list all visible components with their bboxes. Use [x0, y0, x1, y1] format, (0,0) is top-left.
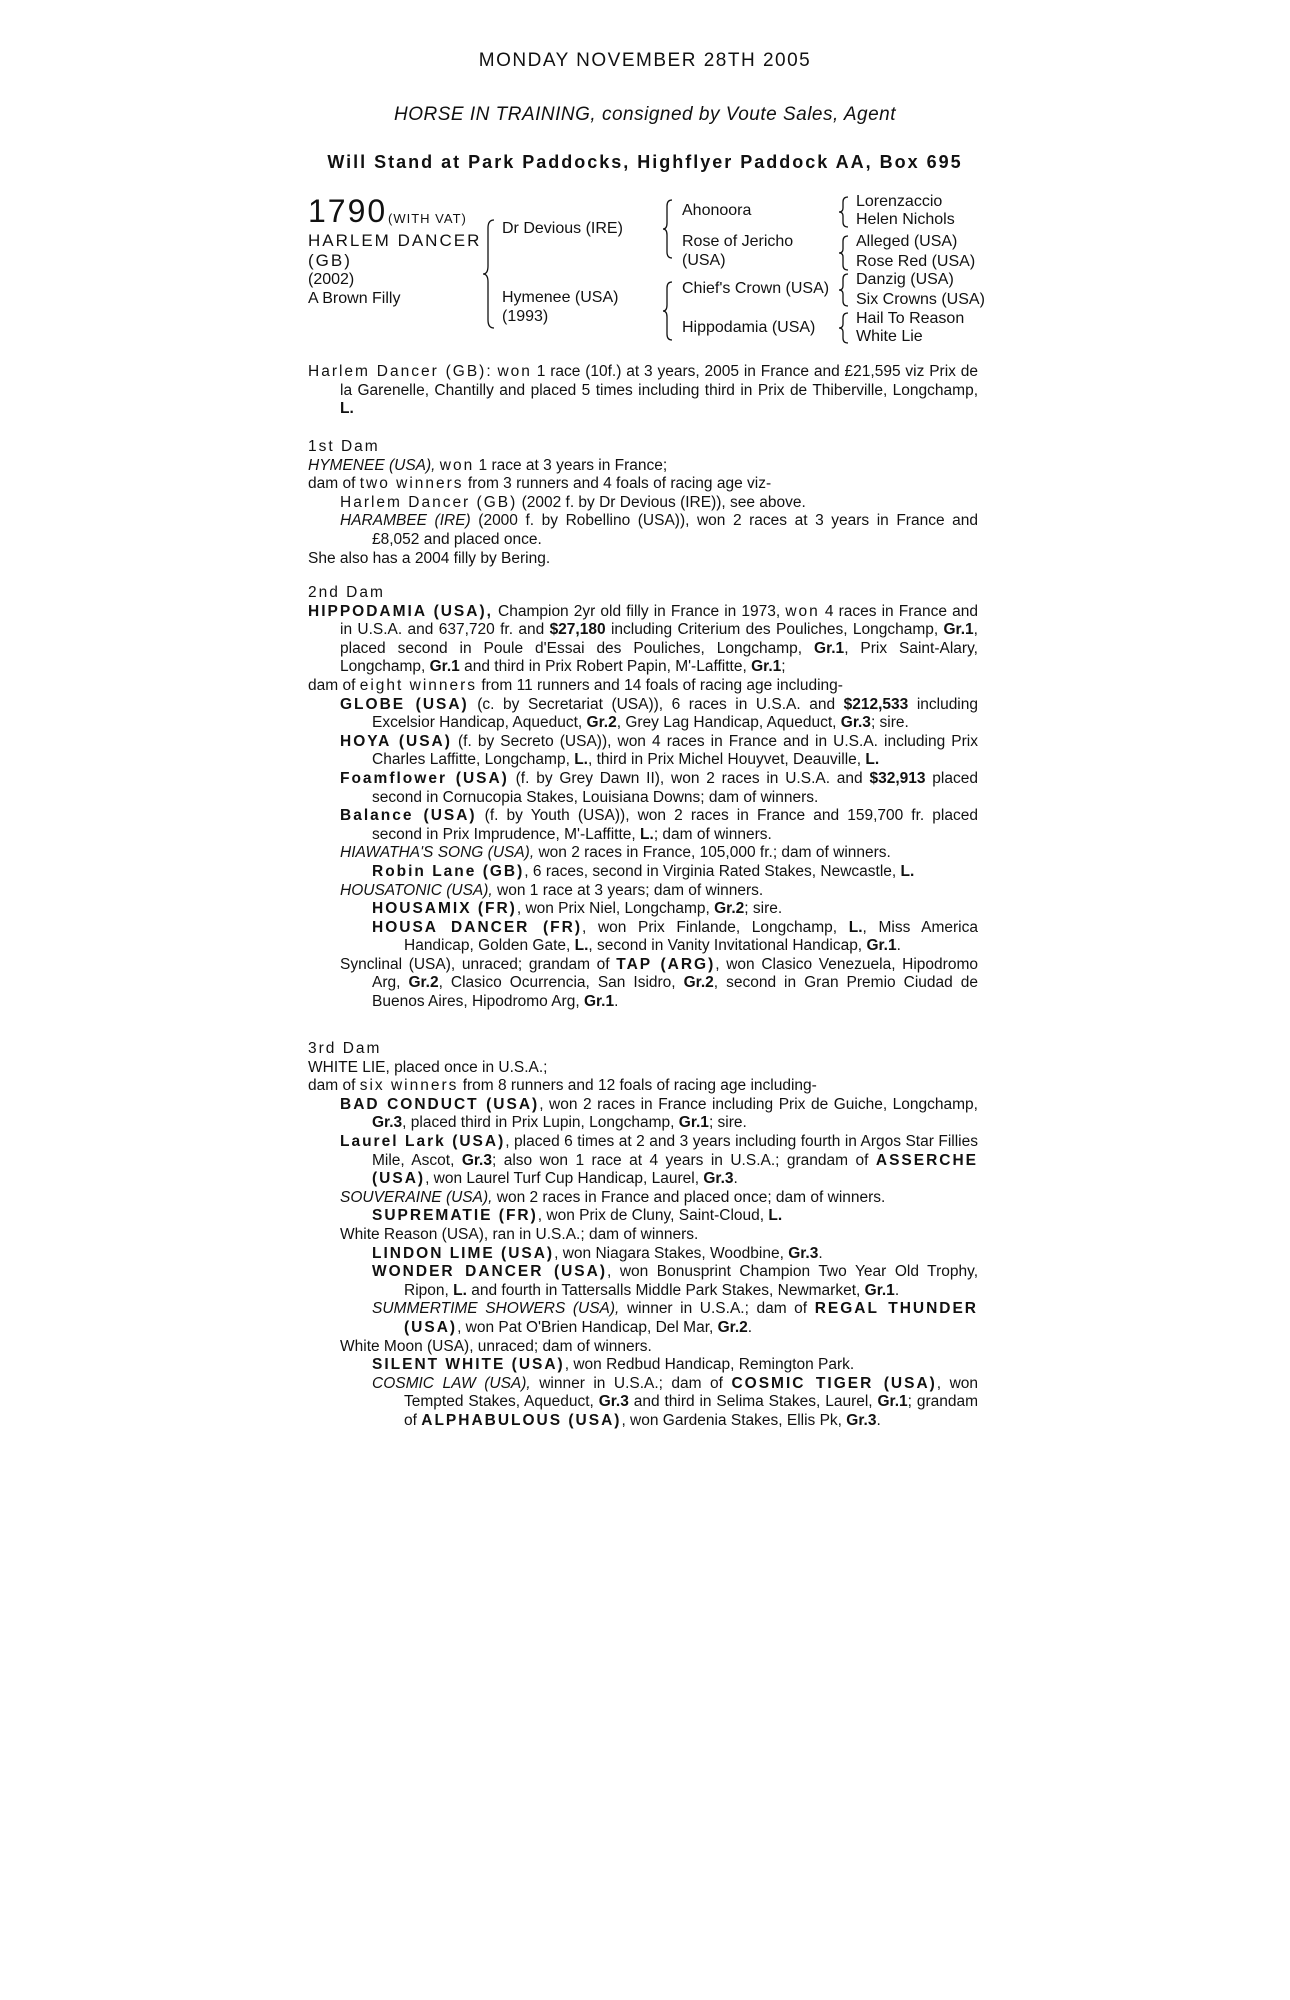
bal-a: (f. by Youth (USA)), won 2 races in France and 159,700 fr. placed second in Prix Imprudence, M'-Laffitte,	[372, 807, 978, 843]
globe-b: including Excelsior Handicap, Aqueduct,	[372, 695, 978, 732]
lindon-end: .	[818, 1244, 823, 1262]
globe-a: (c. by Secretariat (USA)), 6 races in U.S.A. and	[477, 695, 836, 713]
sup-a: , won Prix de Cluny, Saint-Cloud,	[537, 1207, 765, 1225]
syn-name: TAP (ARG)	[616, 955, 716, 973]
entry-housatonic	[308, 882, 978, 901]
second-dam-won: won	[785, 602, 820, 620]
pedigree-brace-3b	[838, 234, 850, 272]
foam-money: $32,913	[869, 769, 926, 787]
first-dam-name: HYMENEE (USA),	[308, 456, 436, 474]
second-dam-produce-line	[308, 677, 978, 696]
cosmic-e: , won Gardenia Stakes, Ellis Pk,	[621, 1411, 842, 1429]
pedigree-sdd: Rose Red (USA)	[856, 253, 976, 270]
pedigree-dam-year: (1993)	[502, 308, 549, 325]
globe-g2: Gr.3	[840, 714, 871, 732]
second-dam-g4: Gr.1	[751, 658, 782, 676]
horse-detail-block	[308, 270, 400, 308]
pedigree-ddd: White Lie	[856, 328, 923, 345]
entry-hiawatha	[308, 844, 978, 863]
horse-name-block	[308, 231, 481, 271]
ll-c: , won Laurel Turf Cup Handicap, Laurel,	[425, 1170, 700, 1188]
foal-2-text: (2000 f. by Robellino (USA)), won 2 races at 3 years in France and £8,052 and placed once.	[372, 512, 978, 548]
third-dam-produce-line	[308, 1077, 978, 1096]
pedigree-dam-sire: Chief's Crown (USA)	[682, 280, 830, 297]
cosmic-d: ; grandam of	[404, 1393, 979, 1429]
lindon-a: , won Niagara Stakes, Woodbine,	[554, 1244, 784, 1262]
second-dam-produce-c: from 11 runners and 14 foals of racing age including-	[481, 676, 843, 694]
globe-name: GLOBE (USA)	[340, 695, 469, 713]
summary-horse-name: Harlem Dancer (GB):	[308, 363, 493, 380]
summary-grade: L.	[340, 400, 354, 418]
syn-b: , won Clasico Venezuela, Hipodromo Arg,	[372, 955, 978, 992]
second-dam-c: including Criterium des Pouliches, Longchamp,	[610, 621, 939, 639]
third-dam-produce-b: six winners	[359, 1077, 459, 1095]
souv-name: SOUVERAINE (USA),	[340, 1188, 493, 1206]
pedigree-brace-1	[482, 218, 496, 330]
pedigree-dss: Danzig (USA)	[856, 271, 954, 288]
wd-l: L.	[453, 1281, 467, 1299]
third-dam-produce-c: from 8 runners and 12 foals of racing age including-	[462, 1077, 817, 1095]
entry-lindon-lime	[308, 1245, 978, 1264]
entry-housa-dancer	[308, 919, 978, 956]
sup-name: SUPREMATIE (FR)	[372, 1207, 538, 1225]
first-dam-won: won	[439, 456, 475, 474]
third-dam-heading: 3rd Dam	[308, 1040, 382, 1057]
second-dam-money: $27,180	[549, 621, 606, 639]
cosmic-b: , won Tempted Stakes, Aqueduct,	[404, 1374, 979, 1411]
entry-silent-white	[308, 1356, 978, 1375]
hous-text: won 1 race at 3 years; dam of winners.	[497, 881, 764, 899]
hoya-b: , third in Prix Michel Houyvet, Deauville,	[587, 751, 862, 769]
ss-g: Gr.2	[717, 1318, 748, 1336]
entry-housamix	[308, 900, 978, 919]
cosmic-name: COSMIC LAW (USA),	[372, 1374, 531, 1392]
syn-g2: Gr.2	[683, 974, 714, 992]
entry-cosmic-law	[308, 1375, 978, 1431]
housamix-b: ; sire.	[744, 900, 783, 918]
first-dam-produce-line	[308, 475, 978, 494]
wd-name: WONDER DANCER (USA)	[372, 1263, 608, 1281]
wd-b: and fourth in Tattersalls Middle Park Stakes, Newmarket,	[471, 1281, 861, 1299]
ss-b: , won Pat O'Brien Handicap, Del Mar,	[457, 1318, 714, 1336]
ss-end: .	[747, 1318, 753, 1336]
summary-text: 1 race (10f.) at 3 years, 2005 in France and £21,595 viz Prix de la Garenelle, Chantilly and placed 5 times including third in Prix de Thiberville, Longchamp,	[340, 363, 978, 399]
ss-name2: REGAL THUNDER (USA)	[404, 1300, 978, 1336]
silent-a: , won Redbud Handicap, Remington Park.	[564, 1356, 855, 1374]
pedigree-dam-dam: Hippodamia (USA)	[682, 319, 816, 336]
housad-end: .	[896, 937, 901, 955]
entry-souveraine	[308, 1189, 978, 1208]
hoya-l1: L.	[574, 751, 588, 769]
foam-a: (f. by Grey Dawn II), won 2 races in U.S.A. and	[515, 769, 863, 787]
ll-name: Laurel Lark (USA)	[340, 1132, 506, 1150]
pedigree-dam: Hymenee (USA)	[502, 289, 619, 306]
ll-g2: Gr.3	[703, 1170, 734, 1188]
foam-name: Foamflower (USA)	[340, 769, 509, 787]
pedigree-sire-dam: Rose of Jericho	[682, 233, 794, 250]
syn-g1: Gr.2	[408, 974, 439, 992]
hoya-l2: L.	[865, 751, 880, 769]
bad-g2: Gr.1	[678, 1114, 709, 1132]
cosmic-end: .	[876, 1411, 881, 1429]
entry-hoya	[308, 733, 978, 770]
hoya-a: (f. by Secreto (USA)), won 4 races in France and in U.S.A. including Prix Charles Laffitte, Longchamp,	[372, 732, 978, 769]
cosmic-c: and third in Selima Stakes, Laurel,	[633, 1393, 873, 1411]
lot-number: 1790	[308, 193, 388, 229]
sup-l: L.	[768, 1207, 783, 1225]
hia-text: won 2 races in France, 105,000 fr.; dam of winners.	[538, 844, 891, 862]
second-dam-f: and third in Prix Robert Papin, M'-Laffitte,	[464, 658, 747, 676]
bad-name: BAD CONDUCT (USA)	[340, 1095, 540, 1113]
ll-a: , placed 6 times at 2 and 3 years including fourth in Argos Star Fillies Mile, Ascot,	[372, 1132, 978, 1169]
second-dam-heading: 2nd Dam	[308, 584, 385, 601]
entry-white-moon: White Moon (USA), unraced; dam of winners.	[340, 1337, 652, 1355]
first-dam-produce-b: two winners	[359, 475, 464, 493]
foal-1-text: (2002 f. by Dr Devious (IRE)), see above.	[521, 493, 806, 511]
syn-g3: Gr.1	[583, 993, 615, 1011]
hia-name: HIAWATHA'S SONG (USA),	[340, 844, 535, 862]
lot-vat: (WITH VAT)	[388, 211, 467, 226]
housamix-name: HOUSAMIX (FR)	[372, 900, 517, 918]
housamix-g: Gr.2	[714, 900, 745, 918]
second-dam-name: HIPPODAMIA (USA),	[308, 602, 493, 620]
race-summary	[308, 363, 978, 419]
pedigree-dds: Hail To Reason	[856, 310, 965, 327]
bad-g1: Gr.3	[372, 1114, 403, 1132]
pedigree-sire: Dr Devious (IRE)	[502, 220, 623, 237]
bal-l: L.	[640, 825, 654, 843]
first-dam-foal-2	[308, 512, 978, 549]
entry-synclinal	[308, 956, 978, 1012]
second-dam-g3: Gr.1	[429, 658, 460, 676]
first-dam-line	[308, 457, 978, 476]
entry-balance	[308, 807, 978, 844]
pedigree-ssd: Helen Nichols	[856, 211, 955, 228]
housamix-a: , won Prix Niel, Longchamp,	[516, 900, 710, 918]
lindon-g: Gr.3	[788, 1244, 819, 1262]
wd-a: , won Bonusprint Champion Two Year Old Trophy, Ripon,	[404, 1263, 979, 1299]
second-dam-end: ;	[781, 658, 786, 676]
pedigree-sire-dam-country: (USA)	[682, 252, 726, 269]
robin-name: Robin Lane (GB)	[372, 862, 525, 880]
entry-robin-lane	[308, 863, 978, 882]
souv-text: won 2 races in France and placed once; dam of winners.	[496, 1188, 886, 1206]
entry-wonder-dancer	[308, 1263, 978, 1300]
cosmic-name2: COSMIC TIGER (USA)	[731, 1374, 937, 1392]
cosmic-a: winner in U.S.A.; dam of	[539, 1374, 723, 1392]
bal-name: Balance (USA)	[340, 807, 477, 825]
first-dam-foal-1	[308, 494, 978, 513]
sale-date: MONDAY NOVEMBER 28TH 2005	[478, 50, 812, 71]
entry-bad-conduct	[308, 1096, 978, 1133]
first-dam-produce-a: dam of	[308, 475, 356, 493]
bal-b: ; dam of winners.	[653, 825, 772, 843]
pedigree-brace-2a	[662, 198, 674, 260]
robin-a: , 6 races, second in Virginia Rated Stakes, Newcastle,	[524, 862, 897, 880]
wd-end: .	[894, 1281, 900, 1299]
first-dam-text: 1 race at 3 years in France;	[478, 456, 668, 474]
first-dam-section	[308, 438, 978, 568]
pedigree-dsd: Six Crowns (USA)	[856, 291, 985, 308]
first-dam-note: She also has a 2004 filly by Bering.	[308, 549, 551, 567]
cosmic-g1: Gr.3	[598, 1393, 629, 1411]
ll-end: .	[733, 1170, 738, 1188]
globe-g1: Gr.2	[586, 714, 617, 732]
horse-description: A Brown Filly	[308, 290, 401, 307]
first-dam-heading: 1st Dam	[308, 438, 380, 455]
second-dam-line	[308, 603, 978, 677]
housad-a: , won Prix Finlande, Longchamp,	[582, 918, 838, 936]
second-dam-g1: Gr.1	[943, 621, 974, 639]
bad-b: , placed third in Prix Lupin, Longchamp,	[402, 1114, 675, 1132]
housad-c: , second in Vanity Invitational Handicap,	[588, 937, 863, 955]
hoya-name: HOYA (USA)	[340, 732, 452, 750]
pedigree-brace-3c	[838, 272, 850, 308]
foal-2-name: HARAMBEE (IRE)	[340, 512, 471, 530]
horse-name: HARLEM DANCER	[308, 231, 482, 250]
pedigree-sss: Lorenzaccio	[856, 193, 943, 210]
entry-globe	[308, 696, 978, 733]
foal-1-name: Harlem Dancer (GB)	[340, 493, 518, 511]
stand-location: Will Stand at Park Paddocks, Highflyer Paddock AA, Box 695	[327, 152, 963, 172]
summary-paragraph	[308, 363, 978, 419]
hous-name: HOUSATONIC (USA),	[340, 881, 493, 899]
pedigree-sire-sire: Ahonoora	[682, 202, 752, 219]
first-dam-produce-c: from 3 runners and 4 foals of racing age viz-	[467, 475, 772, 493]
second-dam-g2: Gr.1	[814, 639, 845, 657]
second-dam-a: Champion 2yr old filly in France in 1973,	[498, 602, 781, 620]
ll-b: ; also won 1 race at 4 years in U.S.A.; grandam of	[492, 1151, 869, 1169]
second-dam-produce-a: dam of	[308, 676, 356, 694]
pedigree-brace-2b	[662, 280, 674, 342]
entry-foamflower	[308, 770, 978, 807]
cosmic-g2: Gr.1	[877, 1393, 908, 1411]
entry-white-reason: White Reason (USA), ran in U.S.A.; dam of winners.	[340, 1225, 699, 1243]
ss-a: winner in U.S.A.; dam of	[626, 1300, 808, 1318]
cosmic-name3: ALPHABULOUS (USA)	[421, 1411, 622, 1429]
housad-l2: L.	[574, 937, 589, 955]
second-dam-d: , placed second in Poule d'Essai des Pouliches, Longchamp,	[340, 621, 978, 657]
syn-end: .	[614, 993, 619, 1011]
bad-a: , won 2 races in France including Prix de Guiche, Longchamp,	[539, 1095, 978, 1113]
ll-name2: ASSERCHE (USA)	[372, 1151, 979, 1188]
robin-l: L.	[900, 862, 915, 880]
globe-c: , Grey Lag Handicap, Aqueduct,	[616, 714, 837, 732]
silent-name: SILENT WHITE (USA)	[372, 1356, 565, 1374]
pedigree-brace-3a	[838, 195, 850, 229]
globe-d: ; sire.	[870, 714, 909, 732]
second-dam-produce-b: eight winners	[359, 676, 478, 694]
cosmic-g3: Gr.3	[846, 1411, 877, 1429]
syn-a: Synclinal (USA), unraced; grandam of	[340, 955, 610, 973]
entry-laurel-lark	[308, 1133, 978, 1189]
globe-money: $212,533	[843, 695, 909, 713]
ss-name: SUMMERTIME SHOWERS (USA),	[372, 1300, 620, 1318]
consignment-line: HORSE IN TRAINING, consigned by Voute Sales, Agent	[394, 104, 896, 125]
pedigree-sds: Alleged (USA)	[856, 233, 958, 250]
wd-g: Gr.1	[864, 1281, 895, 1299]
syn-d: , second in Gran Premio Ciudad de Buenos Aires, Hipodromo Arg,	[372, 974, 978, 1011]
housad-name: HOUSA DANCER (FR)	[372, 918, 582, 936]
ll-g1: Gr.3	[461, 1151, 492, 1169]
third-dam-section	[308, 1040, 978, 1430]
entry-suprematie	[308, 1207, 978, 1226]
third-dam-produce-a: dam of	[308, 1077, 356, 1095]
syn-c: , Clasico Ocurrencia, San Isidro,	[438, 974, 676, 992]
horse-country: (GB)	[308, 251, 352, 270]
summary-won: won	[497, 363, 532, 380]
housad-l: L.	[848, 918, 863, 936]
housad-b: , Miss America Handicap, Golden Gate,	[404, 918, 978, 955]
third-dam-line: WHITE LIE, placed once in U.S.A.;	[308, 1058, 548, 1076]
lindon-name: LINDON LIME (USA)	[372, 1244, 555, 1262]
bad-c: ; sire.	[708, 1114, 747, 1132]
second-dam-b: 4 races in France and in U.S.A. and 637,720 fr. and	[340, 602, 978, 639]
horse-year: (2002)	[308, 271, 355, 288]
pedigree-brace-3d	[838, 311, 850, 345]
second-dam-e: , Prix Saint-Alary, Longchamp,	[340, 639, 978, 676]
foam-b: placed second in Cornucopia Stakes, Louisiana Downs; dam of winners.	[372, 769, 978, 806]
housad-g: Gr.1	[866, 937, 897, 955]
entry-summertime-showers	[308, 1300, 978, 1337]
second-dam-section	[308, 584, 978, 1012]
